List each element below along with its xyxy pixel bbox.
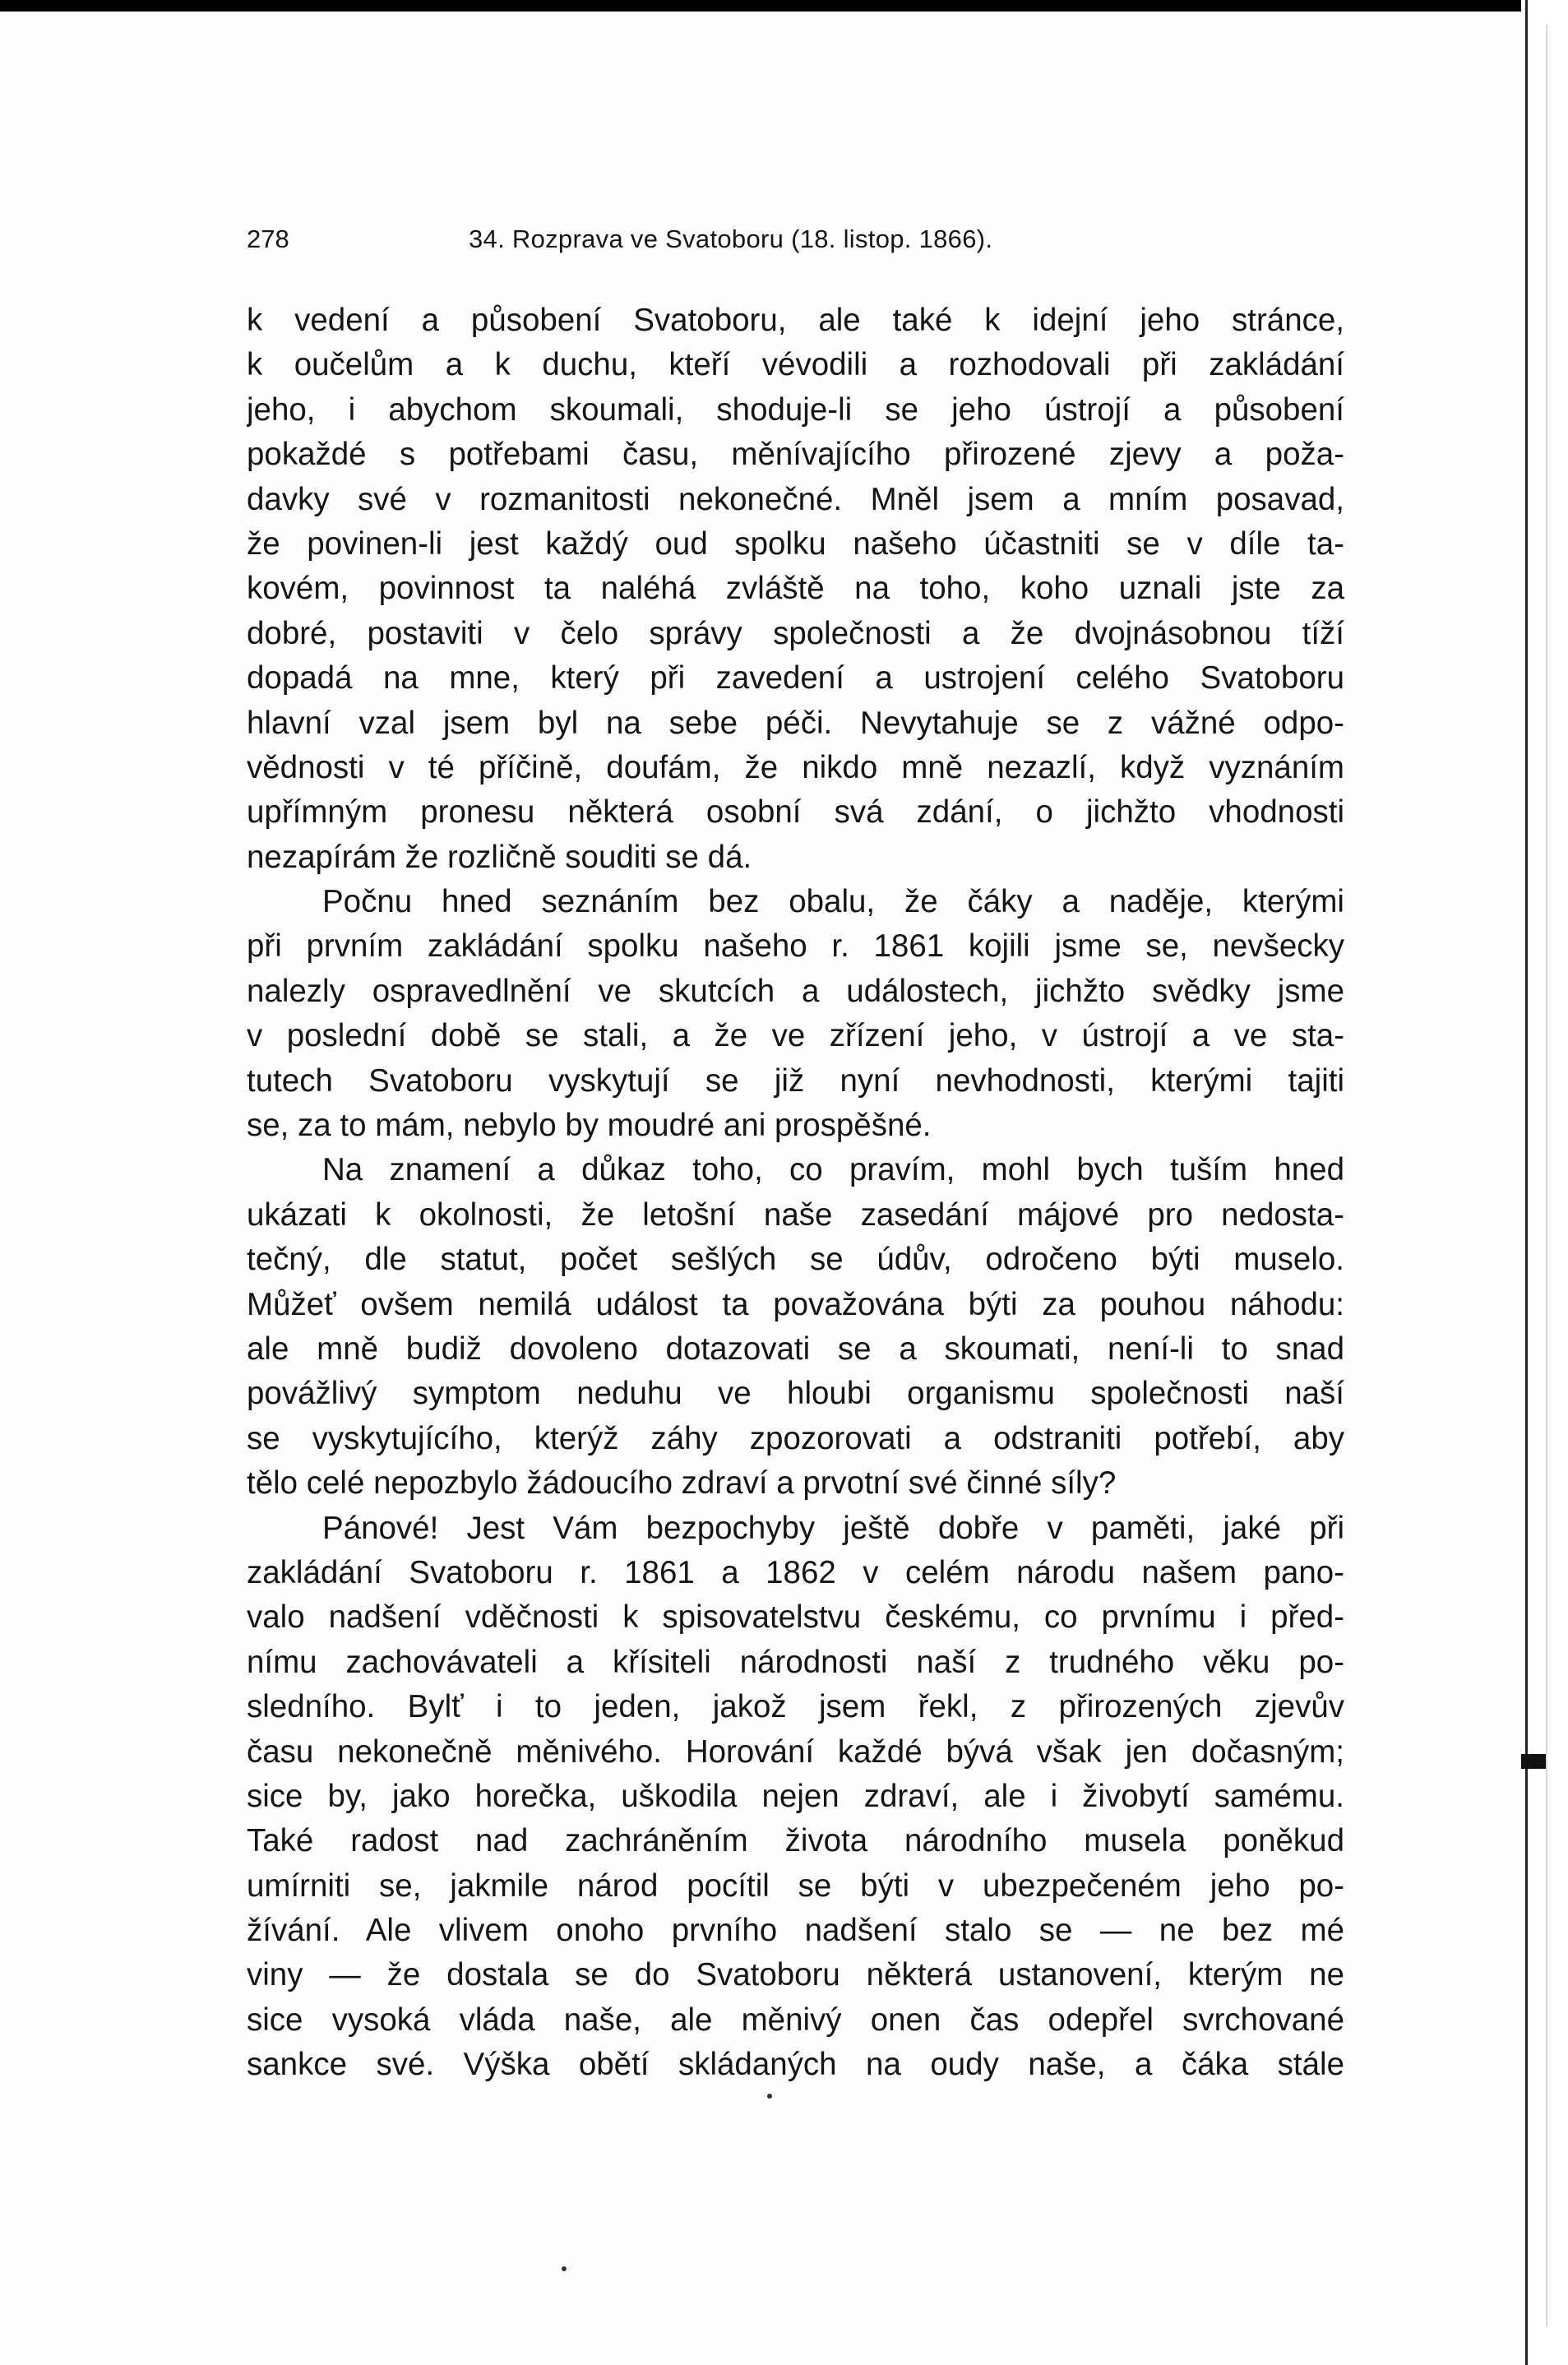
- text-line: dopadá na mne, který při zavedení a ustrojení celého Svatoboru: [247, 660, 1344, 697]
- text-line: tělo celé nepozbylo žádoucího zdraví a prvotní své činné síly?: [247, 1465, 1117, 1502]
- text-line: k oučelům a k duchu, kteří vévodili a rozhodovali při zakládání: [247, 347, 1344, 383]
- text-line: vědnosti v té příčině, doufám, že nikdo mně nezazlí, když vyznáním: [247, 749, 1344, 785]
- running-head: 34. Rozprava ve Svatoboru (18. listop. 1866).: [469, 224, 993, 253]
- text-line: že povinen-li jest každý oud spolku našeho účastniti se v díle ta-: [247, 525, 1344, 562]
- text-line: tečný, dle statut, počet sešlých se údův, odročeno býti muselo.: [247, 1242, 1344, 1278]
- text-line: Můžeť ovšem nemilá událost ta považována býti za pouhou náhodu:: [247, 1286, 1344, 1322]
- text-line: Také radost nad zachráněním života národního musela poněkud: [247, 1823, 1344, 1859]
- page-number: 278: [247, 224, 289, 253]
- dust-speck: [562, 2266, 567, 2271]
- text-line: se, za to mám, nebylo by moudré ani prospěšné.: [247, 1108, 932, 1144]
- next-page-edge: [1521, 0, 1568, 2365]
- text-line: davky své v rozmanitosti nekonečné. Mněl jsem a mním posavad,: [247, 481, 1344, 517]
- paragraph: [247, 1506, 1344, 2088]
- text-line: nalezly ospravedlnění ve skutcích a událostech, jichžto svědky jsme: [247, 973, 1344, 1009]
- text-line: jeho, i abychom skoumali, shoduje-li se jeho ústrojí a působení: [247, 391, 1344, 428]
- text-line: času nekonečně měnivého. Horování každé bývá však jen dočasným;: [247, 1733, 1344, 1770]
- text-line: zakládání Svatoboru r. 1861 a 1862 v celém národu našem pano-: [247, 1554, 1344, 1590]
- paragraph: [247, 1148, 1344, 1506]
- text-line: při prvním zakládání spolku našeho r. 1861 kojili jsme se, nevšecky: [247, 928, 1344, 965]
- paragraph: [247, 299, 1344, 880]
- text-line: hlavní vzal jsem byl na sebe péči. Nevytahuje se z vážné odpo-: [247, 705, 1344, 741]
- edge-mark: [1521, 1754, 1546, 1769]
- text-line: sice vysoká vláda naše, ale měnivý onen čas odepřel svrchované: [247, 2002, 1344, 2038]
- dust-speck: [767, 2094, 772, 2099]
- text-line: povážlivý symptom neduhu ve hloubi organismu společnosti naší: [247, 1376, 1344, 1412]
- text-line: sice by, jako horečka, uškodila nejen zdraví, ale i živobytí samému.: [247, 1778, 1344, 1814]
- text-line: se vyskytujícího, kterýž záhy zpozorovati a odstraniti potřebí, aby: [247, 1420, 1344, 1456]
- text-line: ale mně budiž dovoleno dotazovati se a skoumati, není-li to snad: [247, 1331, 1344, 1367]
- text-line: valo nadšení vděčnosti k spisovatelstvu českému, co prvnímu i před-: [247, 1599, 1344, 1636]
- text-line: upřímným pronesu některá osobní svá zdání, o jichžto vhodnosti: [247, 794, 1344, 831]
- text-line: v poslední době se stali, a že ve zřízení jeho, v ústrojí a ve sta-: [247, 1018, 1344, 1054]
- text-line: viny — že dostala se do Svatoboru některá ustanovení, kterým ne: [247, 1957, 1344, 1993]
- text-line: dobré, postaviti v čelo správy společnosti a že dvojnásobnou tíží: [247, 615, 1344, 651]
- paragraph: [247, 880, 1344, 1148]
- text-line: ukázati k okolnosti, že letošní naše zasedání májové pro nedosta-: [247, 1196, 1344, 1233]
- text-line: nezapírám že rozličně souditi se dá.: [247, 839, 752, 875]
- text-line: Pánové! Jest Vám bezpochyby ještě dobře v paměti, jaké při: [322, 1510, 1344, 1546]
- text-line: Na znamení a důkaz toho, co pravím, mohl bych tuším hned: [322, 1152, 1344, 1188]
- page-edge-shadow: [1546, 25, 1547, 2327]
- text-line: sledního. Bylť i to jeden, jakož jsem řekl, z přirozených zjevův: [247, 1689, 1344, 1725]
- page-edge-line: [1525, 0, 1528, 2365]
- text-line: Počnu hned seznáním bez obalu, že čáky a naděje, kterými: [322, 884, 1344, 920]
- text-line: umírniti se, jakmile národ pocítil se býti v ubezpečeném jeho po-: [247, 1867, 1344, 1904]
- text-line: k vedení a působení Svatoboru, ale také k idejní jeho stránce,: [247, 303, 1344, 338]
- body-text: [247, 299, 1344, 2088]
- text-line: žívání. Ale vlivem onoho prvního nadšení stalo se — ne bez mé: [247, 1913, 1344, 1949]
- text-line: nímu zachovávateli a křísiteli národnosti naší z trudného věku po-: [247, 1644, 1344, 1680]
- text-line: kovém, povinnost ta naléhá zvláště na toho, koho uznali jste za: [247, 571, 1344, 607]
- text-line: tutech Svatoboru vyskytují se již nyní nevhodnosti, kterými tajiti: [247, 1062, 1344, 1099]
- page-header: [247, 224, 1348, 257]
- text-line: sankce své. Výška obětí skládaných na oudy naše, a čáka stále: [247, 2047, 1344, 2083]
- text-line: pokaždé s potřebami času, měnívajícího přirozené zjevy a poža-: [247, 437, 1344, 473]
